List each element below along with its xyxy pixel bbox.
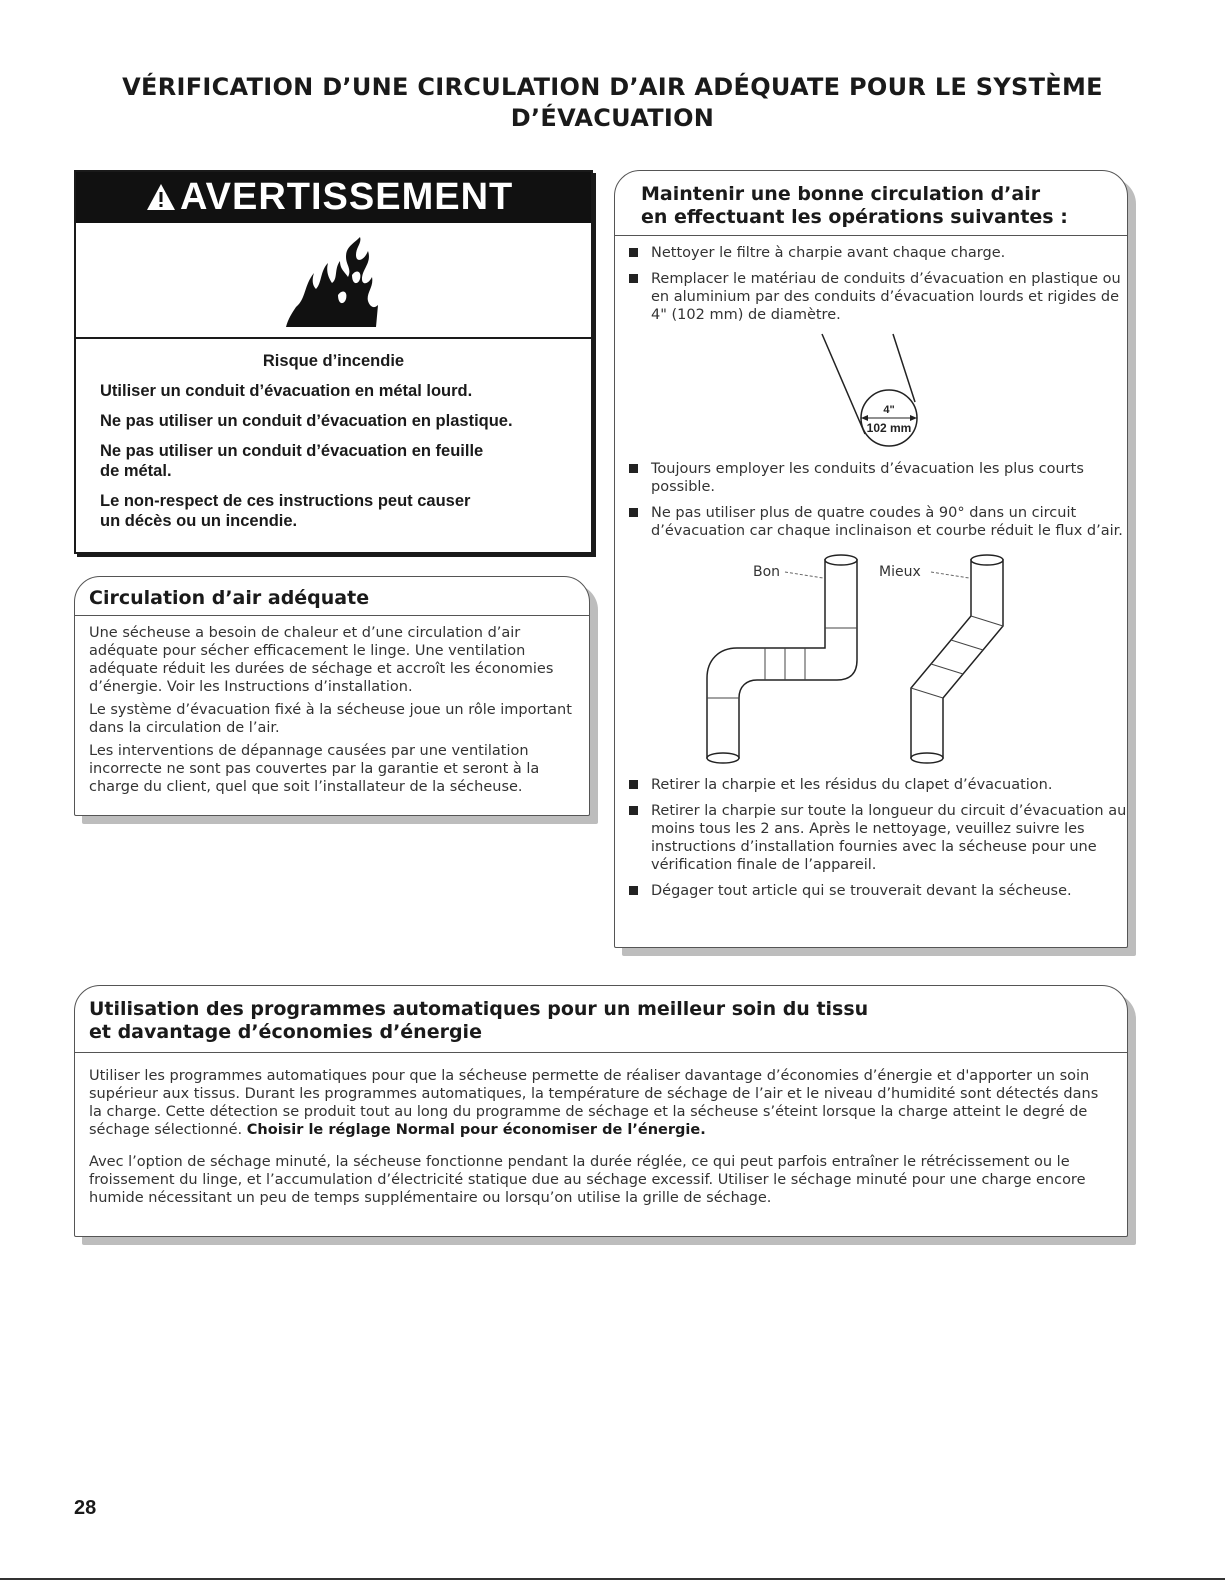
auto-paragraph: Utiliser les programmes automatiques pour que la sécheuse permette de réaliser davantage d’économies d’énergie et d'apporter un soin supérieur aux tissus. Durant les programmes automatiques, la température de séchage de l’air et le niveau d’humidité sont détectés dans la charge. Cette détection se produit tout au long du programme de séchage et la sécheuse s’éteint lorsque la charge atteint le degré de séchage sélectionné. Choisir le réglage Normal pour économiser de l’énergie. <box>89 1068 1099 1138</box>
duct-diameter-diagram <box>615 332 1127 452</box>
list-item: Ne pas utiliser plus de quatre coudes à 90° dans un circuit d’évacuation car chaque inclinaison et courbe réduit le flux d’air. <box>615 504 1127 540</box>
better-label: Mieux <box>879 564 921 580</box>
warning-line: Ne pas utiliser un conduit d’évacuation en feuille de métal. <box>100 442 484 480</box>
bullet-icon <box>629 886 638 895</box>
warning-header <box>76 172 591 223</box>
maint-section-title: Maintenir une bonne circulation d’air en effectuant les opérations suivantes : <box>615 171 1127 236</box>
maint-bullets-c <box>615 776 1127 900</box>
bullet-icon <box>629 780 638 789</box>
warning-line: Le non-respect de ces instructions peut causer un décès ou un incendie. <box>100 492 471 530</box>
list-item: Remplacer le matériau de conduits d’évacuation en plastique ou en aluminium par des conduits d’évacuation lourds et rigides de 4" (102 mm) de diamètre. <box>615 270 1127 324</box>
air-paragraph: Les interventions de dépannage causées par une ventilation incorrecte ne sont pas couvertes par la garantie et seront à la charge du client, quel que soit l’installateur de la sécheuse. <box>89 743 540 795</box>
auto-section-body <box>75 1053 1127 1235</box>
warning-box <box>74 170 593 554</box>
list-item: Toujours employer les conduits d’évacuation les plus courts possible. <box>615 460 1127 496</box>
list-item: Nettoyer le filtre à charpie avant chaque charge. <box>615 244 1127 262</box>
auto-paragraph: Avec l’option de séchage minuté, la sécheuse fonctionne pendant la durée réglée, ce qui peut parfois entraîner le rétrécissement ou le froissement du linge, et l’accumulation d’électricité statique due au séchage excessif. Utiliser le séchage minuté pour une charge encore humide nécessitant un peu de temps supplémentaire ou lorsqu’on utilise la grille de séchage. <box>89 1154 1086 1206</box>
bullet-icon <box>629 274 638 283</box>
list-item: Retirer la charpie sur toute la longueur du circuit d’évacuation au moins tous les 2 ans. Après le nettoyage, veuillez suivre les instructions d’installation fournies avec la sécheuse pour une vérification finale de l’appareil. <box>615 802 1127 874</box>
warning-body <box>76 339 591 531</box>
air-paragraph: Une sécheuse a besoin de chaleur et d’une circulation d’air adéquate pour sécher efficacement le linge. Une ventilation adéquate réduit les durées de séchage et accroît les économies d’énergie. Voir les Instructions d’installation. <box>89 625 554 695</box>
auto-bold-tip: Choisir le réglage Normal pour économiser de l’énergie. <box>246 1122 706 1138</box>
list-item: Retirer la charpie et les résidus du clapet d’évacuation. <box>615 776 1127 794</box>
warning-line: Ne pas utiliser un conduit d’évacuation en plastique. <box>100 412 513 430</box>
list-item: Dégager tout article qui se trouverait devant la sécheuse. <box>615 882 1127 900</box>
air-paragraph: Le système d’évacuation fixé à la sécheuse joue un rôle important dans la circulation de l’air. <box>89 702 572 736</box>
air-section-title: Circulation d’air adéquate <box>75 577 589 616</box>
page-number: 28 <box>74 1497 97 1519</box>
warning-image <box>76 223 591 339</box>
elbow-diagram <box>615 548 1127 770</box>
bullet-icon <box>629 464 638 473</box>
bullet-icon <box>629 248 638 257</box>
diameter-inches-label: 4" <box>883 404 895 416</box>
maintenance-section <box>614 170 1128 948</box>
maint-bullets-b <box>615 460 1127 540</box>
fire-icon <box>282 235 392 330</box>
auto-programs-section <box>74 985 1128 1237</box>
bottom-rule <box>0 1578 1225 1580</box>
page-title: VÉRIFICATION D’UNE CIRCULATION D’AIR ADÉQUATE POUR LE SYSTÈME D’ÉVACUATION <box>122 73 1103 132</box>
air-circulation-section <box>74 576 590 816</box>
air-section-body <box>75 616 589 809</box>
bullet-icon <box>629 508 638 517</box>
warning-line: Utiliser un conduit d’évacuation en métal lourd. <box>100 382 473 400</box>
warning-title: AVERTISSEMENT <box>180 176 514 218</box>
risk-title: Risque d’incendie <box>262 352 405 370</box>
diameter-mm-label: 102 mm <box>866 421 912 435</box>
bullet-icon <box>629 806 638 815</box>
warning-triangle-icon <box>146 182 176 212</box>
maint-bullets-a <box>615 244 1127 324</box>
auto-section-title: Utilisation des programmes automatiques pour un meilleur soin du tissu et davantage d’économies d’énergie <box>75 986 1127 1053</box>
good-label: Bon <box>753 564 781 580</box>
